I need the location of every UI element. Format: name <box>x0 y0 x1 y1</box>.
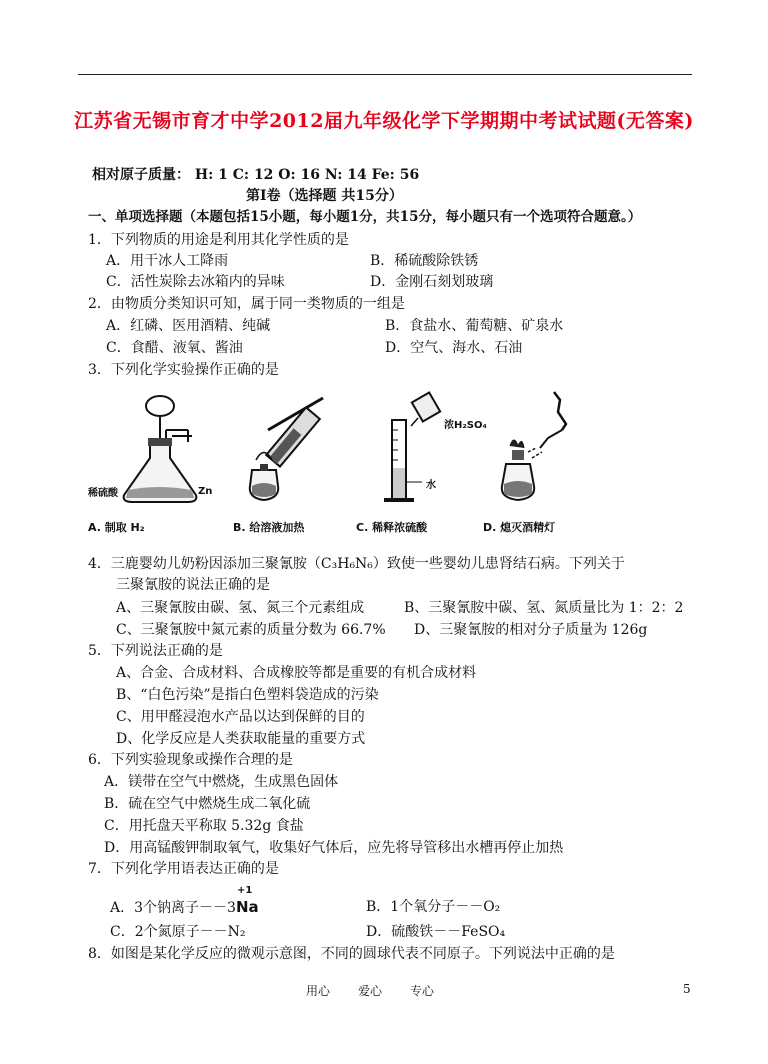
caption-b: B. 给溶液加热 <box>233 521 305 534</box>
q7-option-b: B．1个氧分子－－O₂ <box>366 899 501 915</box>
label-water: 水 <box>426 480 436 491</box>
q8-stem: 8．如图是某化学反应的微观示意图，不同的圆球代表不同原子。下列说法中正确的是 <box>88 946 615 962</box>
figure-a <box>88 390 213 535</box>
q4-stem-line1: 4．三鹿婴幼儿奶粉因添加三聚氰胺（C₃H₆N₆）致使一些婴幼儿患肾结石病。下列关于 <box>88 556 625 572</box>
page-number: 5 <box>683 982 691 996</box>
q1-option-d: D．金刚石刻划玻璃 <box>370 274 494 290</box>
q5-option-a: A、合金、合成材料、合成橡胶等都是重要的有机合成材料 <box>116 665 477 681</box>
q7-option-d: D．硫酸铁－－FeSO₄ <box>366 924 506 940</box>
q2-option-b: B．食盐水、葡萄糖、矿泉水 <box>385 318 564 334</box>
q5-stem: 5．下列说法正确的是 <box>88 643 223 659</box>
test-tube-heating-icon <box>228 390 348 515</box>
alcohol-lamp-icon <box>488 390 608 515</box>
q1-option-a: A．用干冰人工降雨 <box>106 253 229 269</box>
caption-c: C. 稀释浓硫酸 <box>356 521 428 534</box>
label-zn: Zn <box>198 486 213 497</box>
footer-word-1: 用心 <box>306 984 331 998</box>
section-heading: 第Ⅰ卷（选择题 共15分） <box>246 188 403 204</box>
footer-word-2: 爱心 <box>358 984 383 998</box>
header-rule <box>78 74 692 75</box>
q5-option-b: B、“白色污染”是指白色塑料袋造成的污染 <box>116 687 379 703</box>
atomic-mass-line: 相对原子质量： H: 1 C: 12 O: 16 N: 14 Fe: 56 <box>92 167 420 183</box>
q5-option-c: C、用甲醛浸泡水产品以达到保鲜的目的 <box>116 709 365 725</box>
label-conc-h2so4: 浓H₂SO₄ <box>444 420 487 431</box>
q7-option-a <box>110 885 259 917</box>
q6-option-c: C．用托盘天平称取 5.32g 食盐 <box>104 818 304 834</box>
part-heading: 一、单项选择题（本题包括15小题，每小题1分，共15分，每小题只有一个选项符合题意。） <box>88 209 642 225</box>
q2-option-a: A．红磷、医用酒精、纯碱 <box>106 318 271 334</box>
figure-b <box>228 390 348 535</box>
q2-stem: 2．由物质分类知识可知，属于同一类物质的一组是 <box>88 296 405 312</box>
figure-c <box>356 390 487 535</box>
q4-option-b: B、三聚氰胺中碳、氢、氮质量比为 1：2：2 <box>404 600 684 616</box>
graduated-cylinder-icon <box>356 390 476 515</box>
q4-stem-line2: 三聚氰胺的说法正确的是 <box>116 577 270 593</box>
q2-option-d: D．空气、海水、石油 <box>385 340 523 356</box>
q7-option-c: C．2个氮原子－－N₂ <box>110 924 246 940</box>
q6-stem: 6．下列实验现象或操作合理的是 <box>88 752 293 768</box>
figure-d <box>483 390 608 535</box>
q7-option-a-text: A．3个钠离子－－3 <box>110 900 236 916</box>
q1-stem: 1．下列物质的用途是利用其化学性质的是 <box>88 232 349 248</box>
q1-option-c: C．活性炭除去冰箱内的异味 <box>106 274 285 290</box>
q5-option-d: D、化学反应是人类获取能量的重要方式 <box>116 731 366 747</box>
q7-option-a-symbol: +1 Na <box>236 898 259 916</box>
q7-option-a-charge: +1 <box>236 885 253 896</box>
page-title: 江苏省无锡市育才中学2012届九年级化学下学期期中考试试题(无答案) <box>74 110 694 132</box>
q3-figures <box>88 390 608 535</box>
q6-option-d: D．用高锰酸钾制取氧气，收集好气体后，应先将导管移出水槽再停止加热 <box>104 840 564 856</box>
q2-option-c: C．食醋、液氧、酱油 <box>106 340 243 356</box>
label-dilute-acid: 稀硫酸 <box>88 488 118 499</box>
footer-word-3: 专心 <box>410 984 435 998</box>
q6-option-b: B．硫在空气中燃烧生成二氧化硫 <box>104 796 311 812</box>
q4-option-a: A、三聚氰胺由碳、氢、氮三个元素组成 <box>116 600 365 616</box>
caption-a: A. 制取 H₂ <box>88 521 145 534</box>
q7-stem: 7．下列化学用语表达正确的是 <box>88 861 279 877</box>
q6-option-a: A．镁带在空气中燃烧，生成黑色固体 <box>104 774 339 790</box>
q1-option-b: B．稀硫酸除铁锈 <box>370 253 479 269</box>
q3-stem: 3．下列化学实验操作正确的是 <box>88 362 279 378</box>
caption-d: D. 熄灭酒精灯 <box>483 521 556 534</box>
q4-option-d: D、三聚氰胺的相对分子质量为 126g <box>414 622 648 638</box>
q4-option-c: C、三聚氰胺中氮元素的质量分数为 66.7% <box>116 622 386 638</box>
